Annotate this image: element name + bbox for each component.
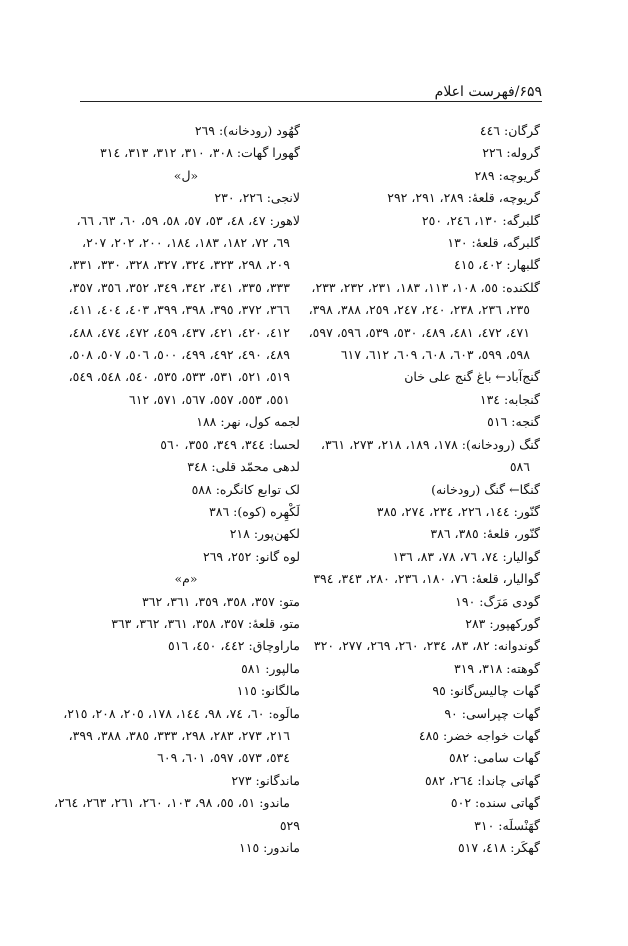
index-entry: گوالیار، قلعهٔ: ٧٦، ١٨٠، ٢٣٦، ٢٨٠، ٣٤٣، ٣٩٤ bbox=[313, 571, 540, 587]
index-entry-continuation: ٤١٢، ٤٢٠، ٤٢١، ٤٣٧، ٤٥٩، ٤٧٢، ٤٧٤، ٤٨٨، bbox=[68, 324, 290, 340]
index-entry-continuation: ٢١٦، ٢٧٣، ٢٨٣، ٢٩٨، ٣٣٣، ٣٨٥، ٣٨٨، ٣٩٩، bbox=[68, 727, 290, 743]
index-entry: گلبهار: ٤٠٢، ٤١٥ bbox=[454, 257, 540, 273]
index-entry: لانجی: ٢٢٦، ٢٣٠ bbox=[214, 190, 300, 206]
index-entry: گروله: ٢٢٦ bbox=[482, 145, 540, 161]
index-entry: گریوچه: ٢٨٩ bbox=[474, 167, 540, 183]
index-entry: گهورا گهات: ٣٠٨، ٣١٠، ٣١٢، ٣١٣، ٣١٤ bbox=[100, 145, 300, 161]
index-entry: لَکْهِره (کوه): ٣٨٦ bbox=[209, 503, 300, 519]
index-entry: لک توابع کانگره: ٥٨٨ bbox=[191, 481, 300, 497]
index-entry: گنجه: ٥١٦ bbox=[487, 414, 540, 430]
index-entry: ماراوچاق: ٤٤٢، ٤٥٠، ٥١٦ bbox=[168, 638, 300, 654]
index-entry: گلکنده: ٥٥، ١٠٨، ١١٣، ١٨٣، ٢٣١، ٢٣٢، ٢٣٣، bbox=[311, 279, 540, 295]
running-header: ۶۵۹/فهرست اعلام bbox=[434, 84, 542, 100]
index-entry: گهات چپراسی: ٩٠ bbox=[444, 705, 540, 721]
index-entry: لوه گانو: ٢٥٢، ٢٦٩ bbox=[203, 548, 300, 564]
index-column-left bbox=[53, 120, 300, 859]
index-entry: گورکهپور: ٢٨٣ bbox=[465, 615, 540, 631]
index-entry: مالگانو: ١١٥ bbox=[236, 683, 300, 699]
index-entry-continuation: ٤٧١، ٤٧٢، ٤٨١، ٤٨٩، ٥٣٠، ٥٣٩، ٥٩٦، ٥٩٧، bbox=[308, 324, 530, 340]
index-entry: متو: ٣٥٧، ٣٥٨، ٣٥٩، ٣٦١، ٣٦٢ bbox=[142, 593, 300, 609]
index-entry: گهاتی چاندا: ٢٦٤، ٥٨٢ bbox=[425, 772, 540, 788]
index-entry: مالَوه: ٦٠، ٧٤، ٩٨، ١٤٤، ١٧٨، ٢٠٥، ٢٠٨، ٢١٥، bbox=[63, 705, 300, 721]
index-entry: لجمه کول، نهر: ١٨٨ bbox=[196, 414, 300, 430]
index-column-right bbox=[308, 120, 540, 859]
section-letter: «ل» bbox=[173, 167, 199, 183]
index-entry: لدهی محمّد قلی: ٣٤٨ bbox=[187, 459, 300, 475]
index-entry: گهات چالیس‌گانو: ٩٥ bbox=[432, 683, 540, 699]
index-entry: گرگان: ٤٤٦ bbox=[479, 123, 540, 138]
index-entry: گهات خواجه خضر: ٤٨٥ bbox=[418, 727, 540, 743]
index-entry: گنگا← گنگ (رودخانه) bbox=[431, 481, 540, 497]
index-entry: ماندگانو: ٢٧٣ bbox=[231, 772, 300, 788]
index-entry: گودی مَرَگ: ١٩٠ bbox=[455, 593, 540, 609]
index-entry-continuation: ٥٣٤، ٥٧٣، ٥٩٧، ٦٠١، ٦٠٩ bbox=[157, 750, 290, 766]
index-entry: گهَنْسلَه: ٣١٠ bbox=[474, 817, 540, 833]
index-entry-continuation: ٣٦٦، ٣٧٢، ٣٩٥، ٣٩٨، ٣٩٩، ٤٠٣، ٤٠٤، ٤١١، bbox=[68, 302, 290, 318]
index-entry: گهات سامی: ٥٨٢ bbox=[449, 750, 540, 766]
index-entry-continuation: ماندو: ٥١، ٥٥، ٩٨، ١٠٣، ٢٦٠، ٢٦١، ٢٦٣، ٢٦٤، bbox=[53, 795, 290, 811]
index-entry: لکهن‌پور: ٢١٨ bbox=[229, 526, 300, 542]
index-entry-continuation: ٥٥١، ٥٥٣، ٥٥٧، ٥٦٧، ٥٧١، ٦١٢ bbox=[128, 391, 290, 407]
index-entry-continuation: ٢٠٩، ٢٩٨، ٣٢٣، ٣٢٤، ٣٢٧، ٣٢٨، ٣٣٠، ٣٣١، bbox=[68, 257, 290, 273]
index-entry-continuation: ٦٩، ٧٢، ١٨٢، ١٨٣، ١٨٤، ٢٠٠، ٢٠٢، ٢٠٧، bbox=[82, 235, 290, 251]
index-entry: گهُود (رودخانه): ٢٦٩ bbox=[194, 123, 300, 138]
index-entry-continuation: ٤٨٩، ٤٩٠، ٤٩٢، ٤٩٩، ٥٠٠، ٥٠٦، ٥٠٧، ٥٠٨، bbox=[68, 347, 290, 363]
index-entry: گنگ (رودخانه): ١٧٨، ١٨٩، ٢١٨، ٢٧٣، ٣٦١، bbox=[320, 436, 540, 452]
index-entry: لحسا: ٣٤٤، ٣٤٩، ٣٥٥، ٥٦٠ bbox=[160, 436, 300, 452]
index-entry: ماندور: ١١٥ bbox=[239, 840, 300, 855]
index-entry-continuation: ٥١٩، ٥٢١، ٥٣١، ٥٣٣، ٥٣٥، ٥٤٠، ٥٤٨، ٥٤٩، bbox=[68, 369, 290, 385]
index-entry: گلبرگه، قلعهٔ: ١٣٠ bbox=[447, 235, 540, 251]
index-entry-continuation: ٢٣٥، ٢٣٦، ٢٣٨، ٢٤٠، ٢٤٧، ٢٥٩، ٣٨٨، ٣٩٨، bbox=[308, 302, 530, 318]
header-rule bbox=[80, 101, 542, 102]
index-entry: گوهته: ٣١٨، ٣١٩ bbox=[454, 660, 540, 676]
index-entry: لاهور: ٤٧، ٤٨، ٥٣، ٥٧، ٥٨، ٥٩، ٦٠، ٦٣، ٦٦، bbox=[76, 212, 300, 228]
index-entry-continuation: ٥٩٨، ٥٩٩، ٦٠٣، ٦٠٨، ٦٠٩، ٦١٢، ٦١٧ bbox=[340, 347, 530, 363]
index-entry: گریوچه، قلعهٔ: ٢٨٩، ٢٩١، ٢٩٢ bbox=[387, 190, 540, 206]
index-entry: گهاتی سنده: ٥٠٢ bbox=[450, 795, 540, 811]
index-entry: گلبرگه: ١٣٠، ٢٤٦، ٢٥٠ bbox=[421, 212, 540, 228]
index-entry: گوالیار: ٧٤، ٧٦، ٧٨، ٨٣، ١٣٦ bbox=[392, 548, 540, 564]
index-entry: گنّور، قلعهٔ: ٣٨٥، ٣٨٦ bbox=[430, 526, 540, 542]
index-entry: گنجابه: ١٣٤ bbox=[479, 391, 540, 407]
index-entry: ٥٢٩ bbox=[279, 817, 300, 833]
index-entry: گنج‌آباد← باغ گنج علی خان bbox=[404, 369, 540, 385]
index-entry: متو، قلعهٔ: ٣٥٧، ٣٥٨، ٣٦١، ٣٦٢، ٣٦٣ bbox=[111, 615, 300, 631]
section-letter: «م» bbox=[174, 571, 198, 587]
index-entry: مالپور: ٥٨١ bbox=[241, 660, 300, 676]
index-entry: گهکَر: ٤١٨، ٥١٧ bbox=[457, 840, 540, 855]
index-entry-continuation: ٥٨٦ bbox=[509, 459, 530, 475]
index-entry: گوندوانه: ٨٢، ٨٣، ٢٣٤، ٢٦٠، ٢٦٩، ٢٧٧، ٣٢٠ bbox=[313, 638, 540, 654]
index-entry: گنّور: ١٤٤، ٢٢٦، ٢٣٤، ٢٧٤، ٣٨٥ bbox=[376, 503, 540, 519]
index-entry-continuation: ٣٣٣، ٣٣٥، ٣٤١، ٣٤٢، ٣٤٩، ٣٥٢، ٣٥٦، ٣٥٧، bbox=[68, 279, 290, 295]
